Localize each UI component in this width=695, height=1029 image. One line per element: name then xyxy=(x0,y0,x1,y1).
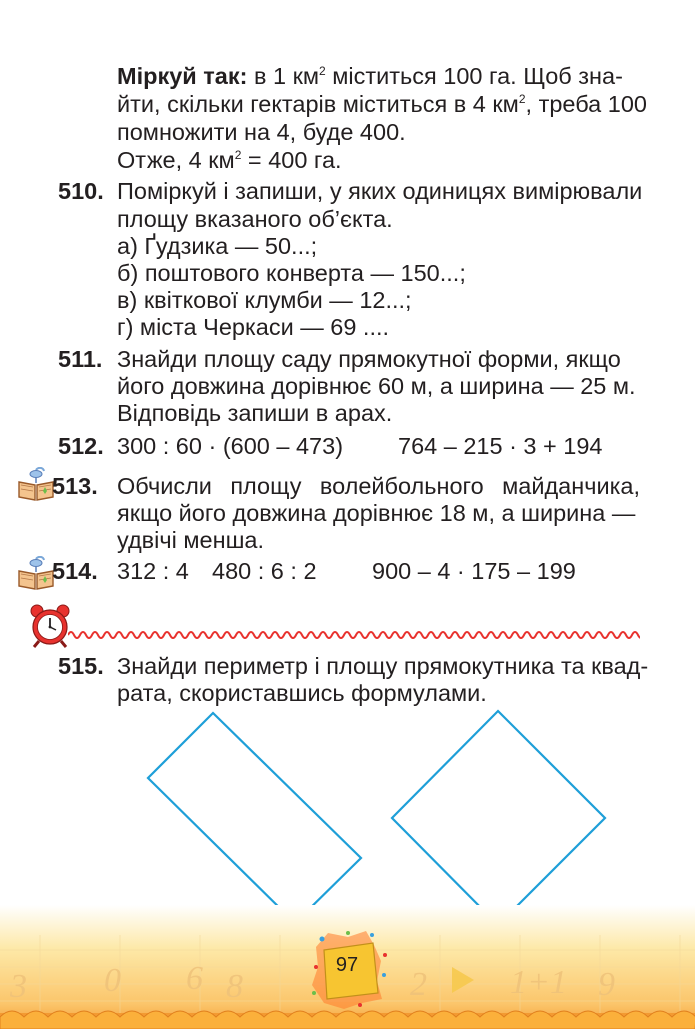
ex510-line-1: Поміркуй і запиши, у яких одиницях вимірювали xyxy=(117,178,643,204)
decor-digit: 6 xyxy=(186,960,203,997)
hint-l4: Отже, 4 км xyxy=(117,147,235,173)
ex515-line-2: рата, скориставшись формулами. xyxy=(117,680,487,706)
exercise-number-511: 511. xyxy=(58,346,103,372)
ex513-w4: майданчика, xyxy=(502,473,640,499)
superscript-2: 2 xyxy=(518,92,526,106)
ex510-item-c: в) квіткової клумби — 12...; xyxy=(117,287,412,313)
ex514-expr-1: 312 : 4 xyxy=(117,558,189,584)
ex510-line-2: площу вказаного об’єкта. xyxy=(117,206,393,232)
ex512-expr-1: 300 : 60 · (600 – 473) xyxy=(117,433,344,459)
hint-l2-tail: , треба 100 xyxy=(525,91,647,117)
decor-digit: 3 xyxy=(10,968,27,1005)
ex514-expr-2: 480 : 6 : 2 xyxy=(212,558,317,584)
ex510-item-a: а) Ґудзика — 50...; xyxy=(117,233,318,259)
rotated-square xyxy=(392,711,605,925)
superscript-2: 2 xyxy=(319,64,326,78)
rotated-rectangle xyxy=(148,713,361,923)
ex513-line-3: удвічі менша. xyxy=(117,527,265,553)
exercise-number-515: 515. xyxy=(58,653,104,679)
ex515-line-1: Знайди периметр і площу прямокутника та квад- xyxy=(117,653,649,679)
ex513-w1: Обчисли xyxy=(117,473,212,499)
exercise-number-512: 512. xyxy=(58,433,104,459)
hint-lead: Міркуй так: xyxy=(117,63,248,89)
exercise-number-514: 514. xyxy=(52,558,98,584)
hint-l1-tail: міститься 100 га. Щоб зна- xyxy=(325,63,623,89)
decor-digit: 2 xyxy=(410,966,427,1003)
ex513-w2: площу xyxy=(230,473,302,499)
decor-digit: 9 xyxy=(598,966,615,1003)
ex513-line-2: якщо його довжина дорівнює 18 м, а ширина — xyxy=(117,500,636,526)
ex513-w3: волейбольного xyxy=(319,473,484,499)
exercise-number-510: 510. xyxy=(58,178,104,204)
ex511-line-1: Знайди площу саду прямокутної форми, якщо xyxy=(117,346,621,372)
decor-digit: 8 xyxy=(226,968,243,1005)
hint-l4-tail: = 400 га. xyxy=(241,147,342,173)
hint-l2: йти, скільки гектарів міститься в 4 км xyxy=(117,91,519,117)
decor-digit: 1+1 xyxy=(510,964,567,1001)
exercise-number-513: 513. xyxy=(52,473,98,499)
ex510-item-d: г) міста Черкаси — 69 .... xyxy=(117,314,390,340)
page-number: 97 xyxy=(335,954,359,976)
superscript-2: 2 xyxy=(234,148,242,162)
ex511-line-3: Відповідь запиши в арах. xyxy=(117,400,393,426)
ex511-line-2: його довжина дорівнює 60 м, а ширина — 25 м. xyxy=(117,373,636,399)
ex510-item-b: б) поштового конверта — 150...; xyxy=(117,260,466,286)
ex512-expr-2: 764 – 215 · 3 + 194 xyxy=(398,433,603,459)
hint-l1: в 1 км xyxy=(247,63,320,89)
ex514-expr-3: 900 – 4 · 175 – 199 xyxy=(372,558,576,584)
hint-line-3: помножити на 4, буде 400. xyxy=(117,119,406,145)
decor-digit: 0 xyxy=(104,962,121,999)
